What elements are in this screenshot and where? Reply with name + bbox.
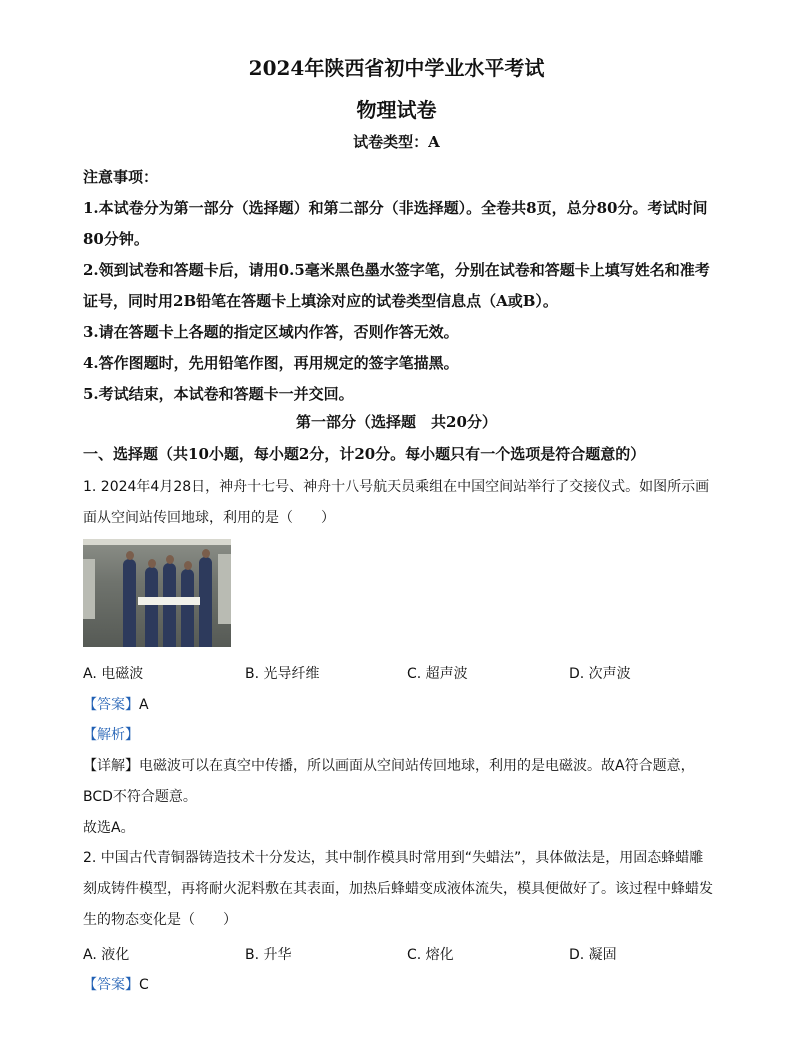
exam-title: 2024年陕西省初中学业水平考试 bbox=[248, 56, 545, 80]
question-1-analysis bbox=[83, 720, 723, 751]
option-d: D. 次声波 bbox=[569, 666, 631, 682]
notes-item: 4.答作图题时，先用铅笔作图，再用规定的签字笔描黑。 bbox=[83, 354, 459, 372]
option-b: B. 升华 bbox=[245, 947, 292, 963]
answer-tag: 【答案】 bbox=[83, 697, 139, 713]
astronaut-head bbox=[126, 551, 134, 560]
astronaut-head bbox=[166, 555, 174, 564]
astronaut-figure bbox=[163, 563, 176, 647]
paper-type: 试卷类型：A bbox=[353, 133, 440, 151]
ceremony-banner bbox=[138, 597, 200, 605]
answer-value: C bbox=[139, 977, 149, 993]
notes-section bbox=[83, 162, 713, 410]
option-d: D. 凝固 bbox=[569, 947, 617, 963]
analysis-tag: 【解析】 bbox=[83, 727, 139, 743]
answer-tag: 【答案】 bbox=[83, 977, 139, 993]
astronaut-head bbox=[184, 561, 192, 570]
astronaut-figure bbox=[145, 567, 158, 647]
question-1-detail bbox=[83, 751, 723, 813]
question-2-stem: 2. 中国古代青铜器铸造技术十分发达，其中制作模具时常用到“失蜡法”，具体做法是，用固态蜂蜡雕刻成铸件模型，再将耐火泥料敷在其表面，加热后蜂蜡变成液体流失，模具便做好了。该过程中蜂蜡发生的物态变化是（ ） bbox=[83, 850, 713, 928]
subject-title: 物理试卷 bbox=[356, 98, 437, 122]
notes-item: 3.请在答题卡上各题的指定区域内作答，否则作答无效。 bbox=[83, 323, 459, 341]
photo-detail bbox=[218, 554, 231, 624]
photo-detail bbox=[83, 559, 95, 619]
astronaut-head bbox=[202, 549, 210, 558]
notes-heading: 注意事项： bbox=[83, 168, 159, 186]
astronaut-figure bbox=[199, 557, 212, 647]
notes-item: 2.领到试卷和答题卡后，请用0.5毫米黑色墨水签字笔，分别在试卷和答题卡上填写姓名和准考证号，同时用2B铅笔在答题卡上填涂对应的试卷类型信息点（A或B）。 bbox=[83, 261, 710, 310]
photo-detail bbox=[83, 539, 231, 545]
option-c: C. 熔化 bbox=[407, 947, 454, 963]
part1-title: 第一部分（选择题 共20分） bbox=[296, 413, 497, 431]
astronaut-figure bbox=[181, 569, 194, 647]
astronaut-head bbox=[148, 559, 156, 568]
option-b: B. 光导纤维 bbox=[245, 666, 320, 682]
notes-item: 1.本试卷分为第一部分（选择题）和第二部分（非选择题）。全卷共8页，总分80分。考试时间80分钟。 bbox=[83, 199, 708, 248]
section-heading: 一、选择题（共10小题，每小题2分，计20分。每小题只有一个选项是符合题意的） bbox=[83, 445, 646, 463]
question-2-answer bbox=[83, 970, 723, 1001]
option-c: C. 超声波 bbox=[407, 666, 468, 682]
answer-value: A bbox=[139, 697, 149, 713]
option-a: A. 液化 bbox=[83, 947, 130, 963]
space-station-photo bbox=[83, 539, 231, 647]
question-1-answer bbox=[83, 690, 723, 721]
question-1-stem: 1. 2024年4月28日，神舟十七号、神舟十八号航天员乘组在中国空间站举行了交接仪式。如图所示画面从空间站传回地球，利用的是（ ） bbox=[83, 479, 710, 526]
option-a: A. 电磁波 bbox=[83, 666, 144, 682]
astronaut-figure bbox=[123, 559, 136, 647]
detail-text: 电磁波可以在真空中传播，所以画面从空间站传回地球，利用的是电磁波。故A符合题意，BCD不符合题意。 bbox=[83, 758, 695, 805]
notes-item: 5.考试结束，本试卷和答题卡一并交回。 bbox=[83, 385, 354, 403]
question-1-conclusion: 故选A。 bbox=[83, 820, 135, 836]
detail-tag: 【详解】 bbox=[83, 758, 139, 774]
